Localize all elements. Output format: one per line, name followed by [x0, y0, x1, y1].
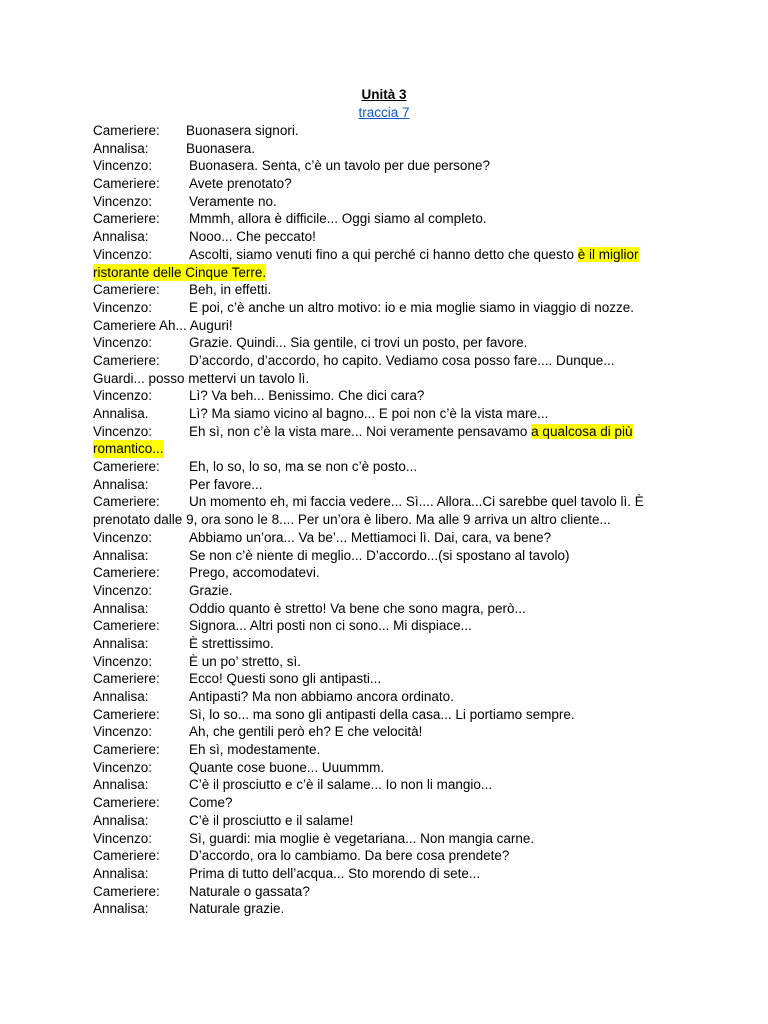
- dialogue-text: [189, 493, 673, 511]
- dialogue-line: [93, 193, 673, 211]
- dialogue-line: [93, 564, 673, 582]
- dialogue-text-segment: Abbiamo un’ora... Va be’... Mettiamoci lì. Dai, cara, va bene?: [189, 529, 552, 545]
- dialogue-line: [93, 529, 673, 547]
- speaker-name: Vincenzo:: [93, 299, 153, 315]
- dialogue-line: [93, 635, 673, 653]
- dialogue-text-segment: Lì? Ma siamo vicino al bagno... E poi non c’è la vista mare...: [189, 406, 549, 421]
- dialogue-line: [93, 600, 673, 618]
- dialogue-text: [189, 706, 673, 724]
- dialogue-line: [93, 812, 673, 830]
- speaker-name: Annalisa:: [93, 229, 149, 245]
- speaker-name: Cameriere:: [93, 706, 160, 722]
- dialogue-line-continuation: [93, 370, 673, 388]
- dialogue-line: [93, 157, 673, 175]
- dialogue-text: [189, 883, 673, 901]
- dialogue-line: [93, 175, 673, 193]
- dialogue-line: [93, 582, 673, 600]
- speaker-name: Vincenzo:: [93, 388, 153, 404]
- dialogue-line: [93, 547, 673, 565]
- speaker-name: Vincenzo:: [93, 724, 153, 740]
- dialogue-text: [189, 670, 673, 688]
- dialogue-text: Cameriere Ah... Auguri!: [93, 317, 233, 333]
- dialogue-text-segment: Ecco! Questi sono gli antipasti...: [189, 671, 382, 687]
- dialogue-line-continuation: [93, 264, 673, 282]
- dialogue-text-segment: Sì, lo so... ma sono gli antipasti della casa... Li portiamo sempre.: [189, 706, 575, 722]
- dialogue-text: [189, 900, 673, 918]
- dialogue-text-segment: È un po’ stretto, sì.: [189, 653, 302, 669]
- dialogue-text-segment: Mmmh, allora è difficile... Oggi siamo al completo.: [189, 211, 487, 227]
- dialogue-text-segment: Ascolti, siamo venuti fino a qui perché ci hanno detto che questo: [189, 246, 578, 262]
- dialogue-text-segment: Per favore...: [189, 476, 263, 492]
- dialogue-text: [189, 193, 673, 211]
- dialogue-line: [93, 246, 673, 264]
- dialogue-line: [93, 759, 673, 777]
- dialogue-text: [189, 688, 673, 706]
- dialogue-text: [189, 741, 673, 759]
- dialogue-text-segment: Antipasti? Ma non abbiamo ancora ordinato.: [189, 689, 454, 704]
- dialogue-text: [189, 175, 673, 193]
- speaker-name: Cameriere:: [93, 671, 160, 687]
- dialogue-text: [189, 617, 673, 635]
- dialogue-text: [189, 830, 673, 848]
- dialogue-line: [93, 281, 673, 299]
- dialogue-text: [189, 423, 673, 441]
- dialogue-line: [93, 706, 673, 724]
- dialogue-text: [189, 387, 673, 405]
- dialogue-text-segment: È strettissimo.: [189, 635, 274, 651]
- highlighted-text: è il miglior: [577, 246, 639, 262]
- speaker-name: Cameriere:: [93, 494, 160, 510]
- dialogue-text: [186, 122, 673, 140]
- speaker-name: Cameriere:: [93, 459, 160, 475]
- speaker-name: Vincenzo:: [93, 193, 153, 209]
- dialogue-text-segment: Lì? Va beh... Benissimo. Che dici cara?: [189, 388, 425, 404]
- speaker-name: Annalisa:: [93, 812, 149, 828]
- speaker-name: Vincenzo:: [93, 423, 153, 439]
- dialogue-text: [189, 653, 673, 671]
- speaker-name: Annalisa:: [93, 140, 149, 156]
- dialogue-text-segment: Quante cose buone... Uuummm.: [189, 759, 385, 775]
- dialogue-text: [189, 776, 673, 794]
- dialogue-text-segment: D’accordo, ora lo cambiamo. Da bere cosa prendete?: [189, 848, 510, 864]
- dialogue-text: [189, 299, 673, 317]
- dialogue-text: [189, 210, 673, 228]
- dialogue-text-segment: D’accordo, d’accordo, ho capito. Vediamo cosa posso fare.... Dunque...: [189, 352, 615, 368]
- speaker-name: Cameriere:: [93, 123, 160, 138]
- speaker-name: Cameriere:: [93, 742, 160, 758]
- dialogue-text-segment: E poi, c’è anche un altro motivo: io e mia moglie siamo in viaggio di nozze.: [189, 299, 634, 315]
- speaker-name: Vincenzo:: [93, 529, 153, 545]
- dialogue-text-segment: Eh sì, non c’è la vista mare... Noi veramente pensavamo: [189, 423, 532, 439]
- speaker-name: Annalisa:: [93, 777, 149, 793]
- speaker-name: Annalisa:: [93, 901, 149, 917]
- dialogue-text-segment: Nooo... Che peccato!: [189, 229, 316, 245]
- speaker-name: Vincenzo:: [93, 335, 153, 351]
- speaker-name: Cameriere:: [93, 211, 160, 227]
- dialogue-text-segment: Un momento eh, mi faccia vedere... Sì.... Allora...Ci sarebbe quel tavolo lì. È: [189, 494, 644, 510]
- dialogue-text-segment: Naturale o gassata?: [189, 883, 310, 899]
- dialogue-line: [93, 865, 673, 883]
- dialogue-text: [189, 547, 673, 565]
- dialogue-line: [93, 723, 673, 741]
- dialogue-text: [189, 600, 673, 618]
- dialogue-text: [189, 352, 673, 370]
- speaker-name: Cameriere:: [93, 883, 160, 899]
- speaker-name: Annalisa:: [93, 600, 149, 616]
- dialogue-text: [189, 635, 673, 653]
- dialogue-text-segment: Come?: [189, 795, 233, 811]
- dialogue-text: [189, 405, 673, 423]
- dialogue-line: [93, 387, 673, 405]
- dialogue-text: [189, 157, 673, 175]
- dialogue-text-segment: Signora... Altri posti non ci sono... Mi dispiace...: [189, 618, 472, 634]
- highlighted-text: a qualcosa di più: [531, 423, 633, 439]
- dialogue-line: [93, 830, 673, 848]
- dialogue-text: [189, 529, 673, 547]
- dialogue-text-segment: Veramente no.: [189, 193, 277, 209]
- dialogue-text-segment: Eh, lo so, lo so, ma se non c’è posto...: [189, 459, 418, 475]
- dialogue-text: [189, 812, 673, 830]
- dialogue-text-segment: Oddio quanto è stretto! Va bene che sono magra, però...: [189, 600, 526, 616]
- speaker-name: Vincenzo:: [93, 653, 153, 669]
- dialogue-text: [189, 476, 673, 494]
- dialogue-line: [93, 352, 673, 370]
- dialogue-line: [93, 776, 673, 794]
- dialogue-line: [93, 317, 673, 335]
- dialogue-text-segment: Naturale grazie.: [189, 901, 285, 917]
- speaker-name: Annalisa:: [93, 547, 149, 563]
- dialogue-text-segment: Eh sì, modestamente.: [189, 742, 321, 758]
- dialogue-text: [189, 847, 673, 865]
- dialogue-line: [93, 493, 673, 511]
- speaker-name: Annalisa.: [93, 406, 149, 421]
- dialogue-line: [93, 228, 673, 246]
- dialogue-line: [93, 670, 673, 688]
- dialogue-text-segment: Grazie.: [189, 582, 233, 598]
- speaker-name: Cameriere:: [93, 565, 160, 581]
- speaker-name: Vincenzo:: [93, 759, 153, 775]
- dialogue-line: [93, 847, 673, 865]
- dialogue-text: [189, 458, 673, 476]
- highlighted-text: romantico...: [93, 441, 164, 457]
- dialogue-text: [189, 865, 673, 883]
- dialogue-text: Guardi... posso mettervi un tavolo lì.: [93, 370, 310, 386]
- speaker-name: Cameriere:: [93, 282, 160, 298]
- dialogue-text-segment: C’è il prosciutto e c’è il salame... Io non li mangio...: [189, 777, 493, 793]
- speaker-name: Cameriere:: [93, 618, 160, 634]
- speaker-name: Cameriere:: [93, 795, 160, 811]
- dialogue-text-segment: Se non c’è niente di meglio... D’accordo...(si spostano al tavolo): [189, 547, 570, 563]
- dialogue-text-segment: Prima di tutto dell’acqua... Sto morendo di sete...: [189, 865, 481, 881]
- dialogue-line: [93, 423, 673, 441]
- dialogue-text-segment: Sì, guardi: mia moglie è vegetariana... Non mangia carne.: [189, 830, 535, 846]
- speaker-name: Annalisa:: [93, 865, 149, 881]
- dialogue-line: [93, 617, 673, 635]
- dialogue-text-segment: Avete prenotato?: [189, 176, 292, 192]
- dialogue-line: [93, 140, 673, 158]
- speaker-name: Vincenzo:: [93, 246, 153, 262]
- dialogue-line: [93, 688, 673, 706]
- dialogue-line: [93, 405, 673, 423]
- dialogue-text: [189, 723, 673, 741]
- dialogue-text-segment: Ah, che gentili però eh? E che velocità!: [189, 724, 423, 740]
- dialogue-text: [186, 140, 673, 158]
- dialogue-text: [189, 334, 673, 352]
- speaker-name: Vincenzo:: [93, 158, 153, 174]
- dialogue-text: [189, 246, 673, 264]
- dialogue-text-segment: Buonasera signori.: [186, 123, 299, 138]
- speaker-name: Annalisa:: [93, 689, 149, 704]
- dialogue-line: [93, 741, 673, 759]
- dialogue-line: [93, 210, 673, 228]
- dialogue-text: [189, 794, 673, 812]
- dialogue-line-continuation: [93, 511, 673, 529]
- dialogue-text: [189, 759, 673, 777]
- speaker-name: Annalisa:: [93, 635, 149, 651]
- dialogue-text-segment: Buonasera. Senta, c’è un tavolo per due persone?: [189, 158, 490, 174]
- speaker-name: Vincenzo:: [93, 830, 153, 846]
- dialogue-line: [93, 653, 673, 671]
- dialogue-line: [93, 900, 673, 918]
- dialogue-line: [93, 122, 673, 140]
- speaker-name: Vincenzo:: [93, 582, 153, 598]
- highlighted-text: ristorante delle Cinque Terre.: [93, 264, 267, 280]
- dialogue-text: [189, 228, 673, 246]
- page-title: Unità 3: [361, 87, 407, 102]
- dialogue-line: [93, 299, 673, 317]
- dialogue-text-segment: Grazie. Quindi... Sia gentile, ci trovi un posto, per favore.: [189, 335, 528, 351]
- dialogue-text: [189, 582, 673, 600]
- dialogue-line: [93, 476, 673, 494]
- dialogue-line: [93, 794, 673, 812]
- track-link[interactable]: traccia 7: [358, 105, 410, 120]
- dialogue-text: prenotato dalle 9, ora sono le 8.... Per un’ora è libero. Ma alle 9 arriva un altro cliente...: [93, 512, 611, 528]
- dialogue-text-segment: Beh, in effetti.: [189, 282, 272, 298]
- dialogue-transcript: [93, 122, 673, 918]
- dialogue-text-segment: C’è il prosciutto e il salame!: [189, 812, 354, 828]
- dialogue-line: [93, 334, 673, 352]
- speaker-name: Cameriere:: [93, 848, 160, 864]
- dialogue-text: [189, 281, 673, 299]
- dialogue-line: [93, 883, 673, 901]
- speaker-name: Cameriere:: [93, 176, 160, 192]
- dialogue-line-continuation: [93, 440, 673, 458]
- dialogue-text: [189, 564, 673, 582]
- dialogue-line: [93, 458, 673, 476]
- dialogue-text-segment: Buonasera.: [186, 140, 256, 156]
- speaker-name: Cameriere:: [93, 352, 160, 368]
- dialogue-text-segment: Prego, accomodatevi.: [189, 565, 320, 581]
- speaker-name: Annalisa:: [93, 476, 149, 492]
